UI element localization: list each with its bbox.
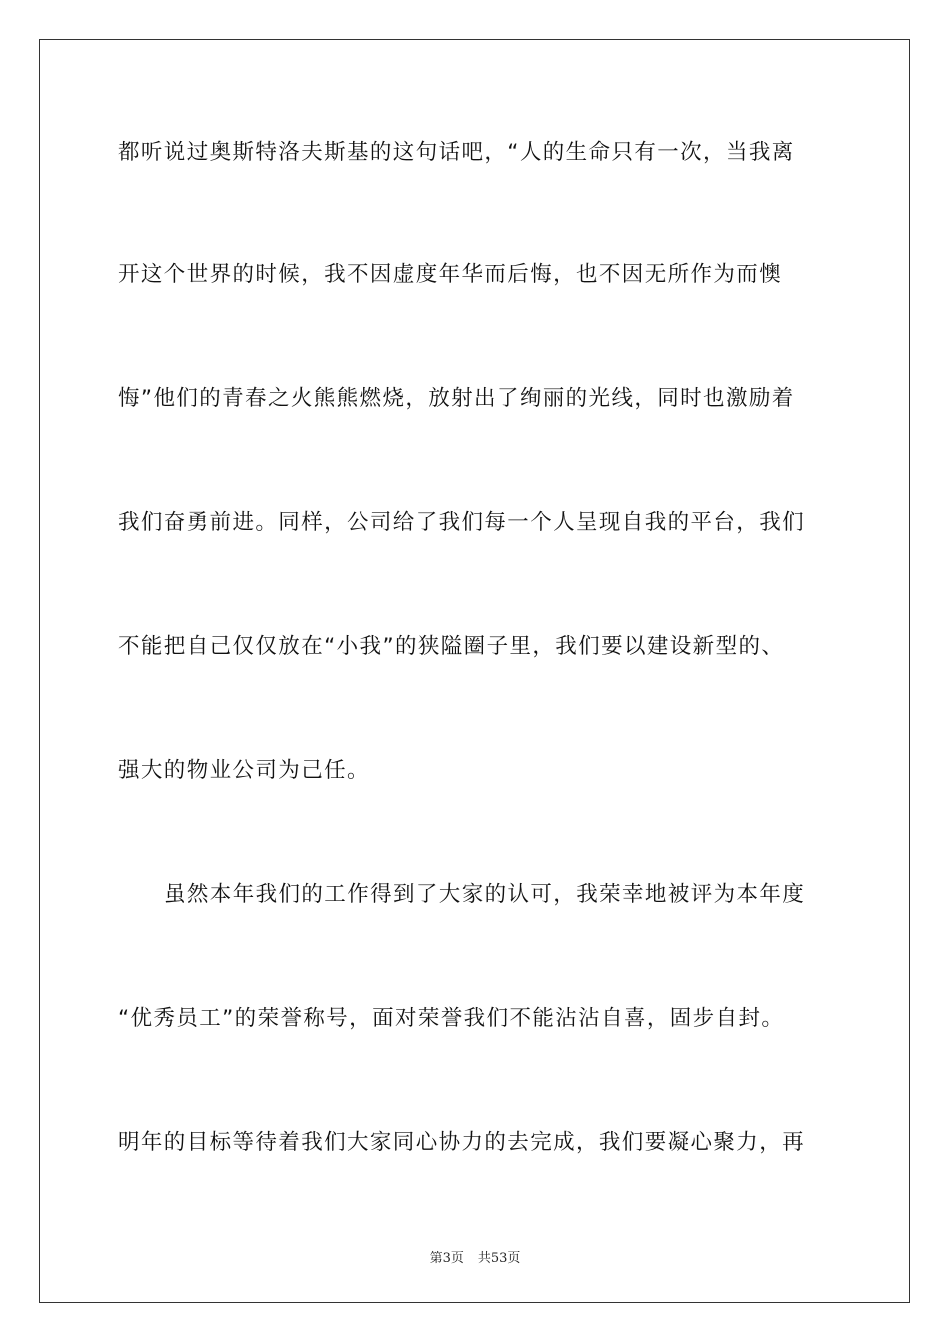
page-number: 第3页 (429, 1251, 464, 1266)
text-line-5: 不能把自己仅仅放在“小我”的狭隘圈子里，我们要以建设新型的、 (118, 634, 785, 659)
text-line-1: 都听说过奥斯特洛夫斯基的这句话吧，“人的生命只有一次，当我离 (118, 140, 795, 165)
text-line-4: 我们奋勇前进。同样，公司给了我们每一个人呈现自我的平台，我们 (118, 510, 806, 535)
text-line-6: 强大的物业公司为己任。 (118, 758, 370, 783)
text-line-9: 明年的目标等待着我们大家同心协力的去完成，我们要凝心聚力，再 (118, 1130, 806, 1155)
page-border (39, 39, 910, 1303)
text-line-7: 虽然本年我们的工作得到了大家的认可，我荣幸地被评为本年度 (164, 882, 806, 907)
page-total: 共53页 (477, 1251, 521, 1266)
text-line-8: “优秀员工”的荣誉称号，面对荣誉我们不能沾沾自喜，固步自封。 (118, 1006, 785, 1031)
text-line-3: 悔”他们的青春之火熊熊燃烧，放射出了绚丽的光线，同时也激励着 (118, 386, 795, 411)
page-footer (0, 1247, 950, 1266)
text-line-2: 开这个世界的时候，我不因虚度年华而后悔，也不因无所作为而懊 (118, 262, 783, 287)
